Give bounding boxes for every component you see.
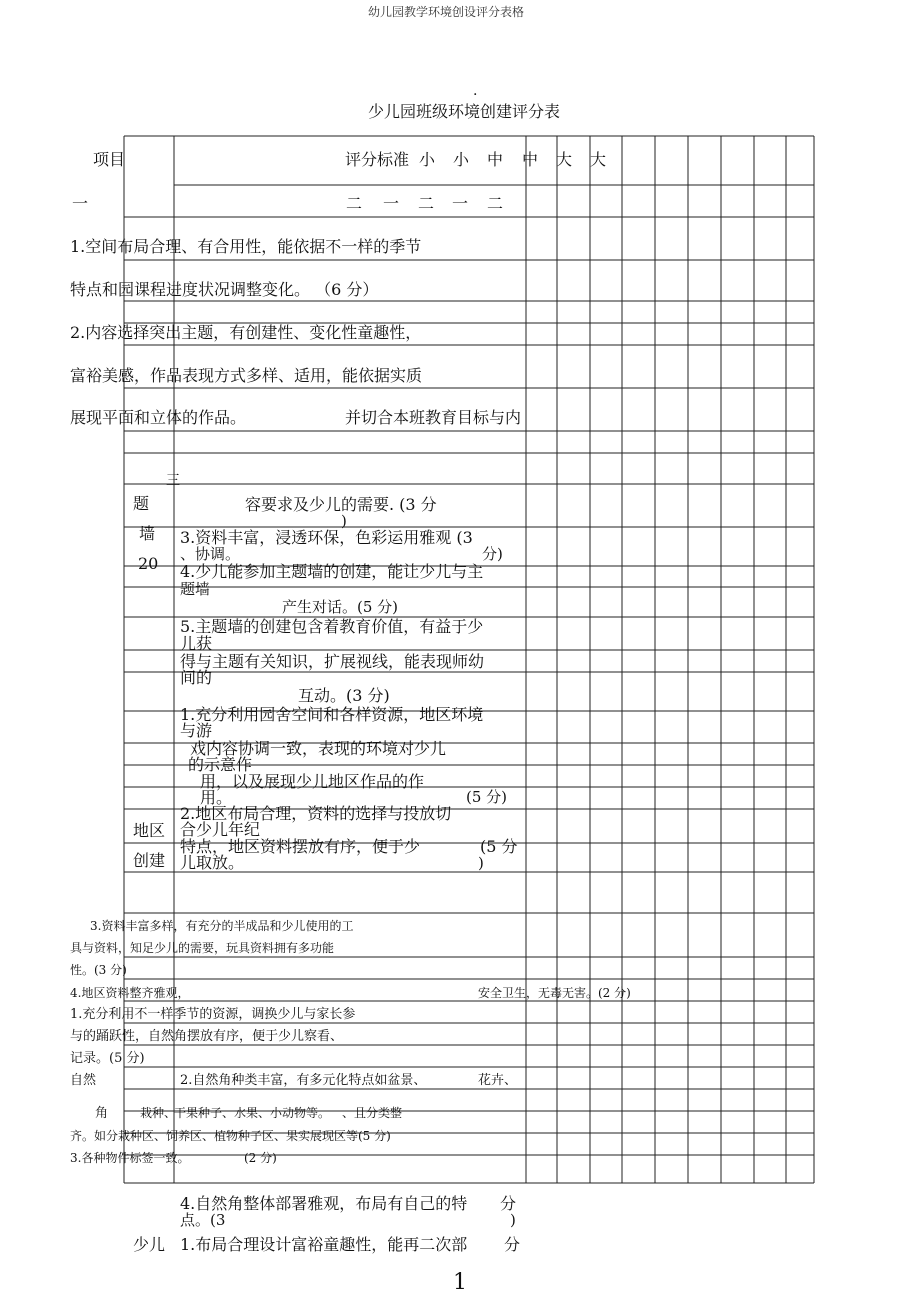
- criterion-text: ): [341, 512, 347, 530]
- category-theme-wall: 题: [133, 494, 150, 513]
- criterion-text: (2 分): [244, 1151, 277, 1165]
- criterion-text: 互动。(3 分): [298, 686, 390, 705]
- criterion-text: 展现平面和立体的作品。: [70, 408, 247, 427]
- criterion-text: 干果种子、水果、小动物等。: [174, 1106, 331, 1120]
- criterion-text: 栽种、: [140, 1106, 177, 1120]
- class-big-2: 大: [556, 150, 573, 169]
- criterion-text: 分: [500, 1194, 517, 1213]
- class-big-1: 大: [590, 150, 607, 169]
- col-standard: 评分标准: [345, 150, 410, 169]
- criterion-text: 用，以及展现少儿地区作品的作: [200, 772, 425, 791]
- criterion-text: 记录。(5 分): [70, 1051, 145, 1066]
- criterion-text: 儿取放。: [180, 853, 245, 872]
- criterion-text: 3.资料丰富多样，有充分的半成品和少儿使用的工: [90, 919, 354, 933]
- criterion-text: ): [510, 1211, 516, 1229]
- criterion-text: 儿获: [180, 634, 213, 653]
- criterion-text: 齐。如分栽种区、饲养区、植物种子区、果实展现区等(5 分): [70, 1129, 391, 1143]
- criterion-text: 性。(3 分): [70, 963, 127, 977]
- criterion-text: 3.资料丰富，浸透环保，色彩运用雅观 (3: [180, 528, 473, 547]
- class-mid-1: 中: [522, 150, 539, 169]
- criterion-text: 特点，地区资料摆放有序，便于少: [180, 837, 421, 856]
- criterion-text: 富裕美感，作品表现方式多样、适用，能依据实质: [70, 366, 423, 385]
- criterion-text: 点。(3: [180, 1211, 226, 1229]
- row-marker: 一: [72, 194, 89, 213]
- criterion-text: 4.少儿能参加主题墙的创建，能让少儿与主: [180, 562, 484, 581]
- criterion-text: 4.自然角整体部署雅观，布局有自己的特: [180, 1194, 468, 1213]
- class-mid-2: 中: [487, 150, 504, 169]
- criterion-text: 容要求及少儿的需要. (3 分: [245, 495, 437, 514]
- running-header: 幼儿园教学环境创设评分表格: [368, 5, 525, 19]
- criterion-text: 的示意作: [188, 755, 253, 774]
- class-sub-1: 二: [346, 194, 363, 213]
- page-number: 1: [453, 1270, 467, 1295]
- category-area: 地区: [133, 821, 166, 840]
- criterion-text: 用。: [200, 788, 233, 807]
- criterion-text: 、协调。: [180, 545, 241, 563]
- criterion-text: 分: [504, 1235, 521, 1254]
- criterion-text: 戏内容协调一致，表现的环境对少儿: [190, 739, 447, 758]
- criterion-text: 1.充分利用不一样季节的资源，调换少儿与家长参: [70, 1007, 356, 1022]
- category-child: 少儿: [133, 1235, 166, 1254]
- criterion-text: 5.主题墙的创建包含着教育价值，有益于少: [180, 617, 484, 636]
- criterion-text: 2.自然角种类丰富，有多元化特点如盆景、: [180, 1073, 427, 1088]
- criterion-text: 题墙: [180, 580, 211, 598]
- category-nature: 角: [95, 1106, 109, 1121]
- criterion-text: 2.地区布局合理，资料的选择与投放切: [180, 804, 452, 823]
- criterion-text: 产生对话。(5 分): [282, 598, 399, 616]
- category-marker: 三: [166, 473, 180, 489]
- criterion-text: 1.布局合理设计富裕童趣性，能再二次部: [180, 1235, 468, 1254]
- col-project: 项目: [93, 150, 126, 169]
- criterion-text: 1.空间布局合理、有合用性，能依据不一样的季节: [70, 237, 422, 256]
- header-dot: .: [473, 83, 478, 99]
- criterion-text: 特点和园课程进度状况调整变化。 （6 分）: [70, 280, 379, 299]
- criterion-text: 间的: [180, 668, 213, 687]
- criterion-text: 安全卫生，无毒无害。(2 分): [478, 986, 631, 1000]
- category-theme-wall: 墙: [139, 524, 156, 543]
- criterion-text: 与的踊跃性，自然角摆放有序，便于少儿察看、: [70, 1029, 344, 1044]
- category-score: 20: [138, 554, 159, 573]
- class-sub-5: 二: [487, 194, 504, 213]
- criterion-text: 2.内容选择突出主题，有创建性、变化性童趣性，: [70, 323, 422, 342]
- class-sub-3: 二: [418, 194, 435, 213]
- criterion-text: 合少儿年纪: [180, 820, 261, 839]
- class-sub-2: 一: [383, 194, 400, 213]
- criterion-text: 并切合本班教育目标与内: [345, 408, 522, 427]
- criterion-text: 4.地区资料整齐雅观，: [70, 986, 190, 1000]
- criterion-text: (5 分: [480, 837, 518, 856]
- criterion-text: 具与资料，知足少儿的需要，玩具资料拥有多功能: [70, 941, 335, 955]
- class-small-2: 小: [419, 150, 436, 169]
- criterion-text: 、且分类整: [342, 1106, 403, 1120]
- category-area: 创建: [133, 851, 166, 870]
- criterion-text: 1.充分利用园舍空间和各样资源，地区环境: [180, 705, 484, 724]
- category-nature: 自然: [70, 1073, 97, 1088]
- class-small-1: 小: [453, 150, 470, 169]
- criterion-text: (5 分): [466, 788, 508, 806]
- class-sub-4: 一: [452, 194, 469, 213]
- criterion-text: 与游: [180, 721, 213, 740]
- criterion-text: 3.各种物件标签一致。: [70, 1151, 190, 1165]
- criterion-text: 花卉、: [478, 1073, 518, 1088]
- criterion-text: 得与主题有关知识，扩展视线，能表现师幼: [180, 652, 485, 671]
- criterion-text: ): [478, 854, 484, 872]
- page-title: 少儿园班级环境创建评分表: [368, 102, 561, 121]
- criterion-text: 分): [482, 545, 503, 563]
